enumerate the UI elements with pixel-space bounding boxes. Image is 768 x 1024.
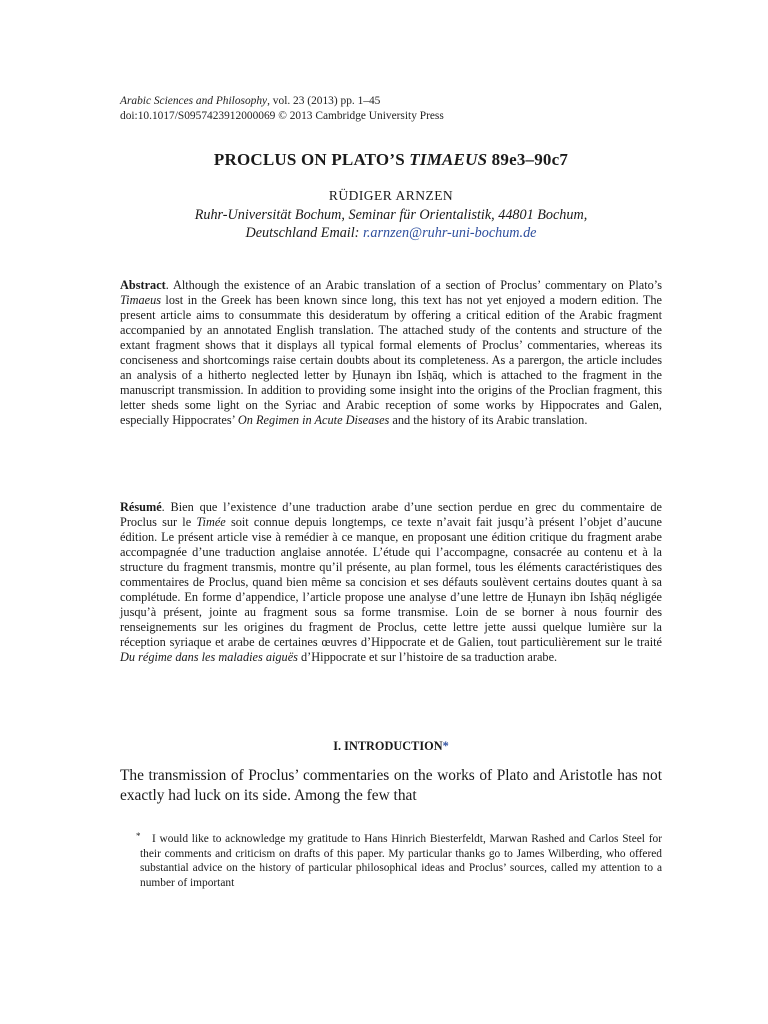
introduction-paragraph: The transmission of Proclus’ commentaries on the works of Plato and Aristotle has not exactly had luck on its side. Among the few that [120,767,662,804]
journal-name: Arabic Sciences and Philosophy [120,95,268,107]
footnote-text: I would like to acknowledge my gratitude to Hans Hinrich Biesterfeldt, Marwan Rashed and Carlos Steel for their comments and criticism on drafts of this paper. My particular thanks go to James Wilberding, who offered substantial advice on the history of particular philosophical ideas and Proclus’ sources, called my attention to a number of important [140,833,662,889]
affiliation-line-2 [120,224,662,242]
resume-text-2: soit connue depuis longtemps, ce texte n’avait fait jusqu’à présent l’objet d’aucune édition. Le présent article vise à remédier à ce manque, en proposant une édition critique du fragment arabe accompagnée d’une traduction anglaise annotée. L’étude qui l’accompagne, consacrée au contenu et à la structure du fragment transmis, montre qu’il présente, au plan formel, tous les éléments caractéristiques des commentaires de Proclus, quand bien même sa concision et ses défauts soulèvent certains doutes quant à sa complétude. En forme d’appendice, l’article propose une analyse d’une lettre de Ḥunayn ibn Isḥāq négligée jusqu’à présent, jointe au fragment sous sa forme transmise. Loin de se borner à nous fournir des renseignements sur les origines du fragment de Proclus, cette lettre jette aussi quelque lumière sur la réception syriaque et arabe de certaines œuvres d’Hippocrate et de Galien, tout particulièrement sur le traité [120,515,662,649]
abstract-label: Abstract [120,278,166,292]
title-part-1: PROCLUS ON PLATO’S [213,150,410,169]
footnote-reference-link[interactable]: * [442,739,449,753]
resume-italic-1: Timée [196,515,226,529]
affiliation-line-1: Ruhr-Universität Bochum, Seminar für Orientalistik, 44801 Bochum, [194,207,588,223]
journal-citation-line [120,94,444,109]
resume-italic-2: Du régime dans les maladies aiguës [120,650,298,664]
paper-title [120,150,662,170]
journal-header [120,94,444,123]
section-heading-introduction [120,739,662,754]
title-part-2: 89e3–90c7 [487,150,569,169]
title-italic: TIMAEUS [409,150,488,169]
author-email-link[interactable]: r.arnzen@ruhr-uni-bochum.de [362,225,537,241]
section-heading-text: I. INTRODUCTION [333,739,443,753]
abstract-italic-1: Timaeus [120,293,161,307]
abstract-text-3: and the history of its Arabic translation. [389,413,588,427]
abstract-text-1: . Although the existence of an Arabic translation of a section of Proclus’ commentary on Plato’s [165,278,662,292]
abstract-text-2: lost in the Greek has been known since long, this text has not yet enjoyed a modern edition. The present article aims to consummate this desideratum by offering a critical edition of the Arabic fragment accompanied by an annotated English translation. The attached study of the contents and structure of the extant fragment shows that it displays all typical formal elements of Proclus’ commentaries, whereas its conciseness and shortcomings raise certain doubts about its completeness. As a parergon, the article includes an analysis of a hitherto neglected letter by Ḥunayn ibn Isḥāq, which is attached to the fragment in the manuscript transmission. In addition to providing some insight into the origins of the Proclian fragment, this letter sheds some light on the Syriac and Arabic reception of some works by Hippocrates and Galen, especially Hippocrates’ [120,293,662,427]
author-affiliation [120,206,662,242]
footnote [136,831,662,890]
journal-doi-line: doi:10.1017/S0957423912000069 © 2013 Cambridge University Press [120,109,444,122]
resume-text-1: . Bien que l’existence d’une traduction arabe d’une section perdue en grec du commentaire de Proclus sur le [120,500,662,529]
resume-paragraph [120,500,662,665]
resume-label: Résumé [120,500,162,514]
abstract-paragraph [120,278,662,428]
footnote-marker: * [136,831,141,841]
abstract-italic-2: On Regimen in Acute Diseases [237,413,390,427]
author-name: RÜDIGER ARNZEN [328,188,454,203]
affiliation-country: Deutschland Email: [245,225,363,241]
journal-volume-pages: , vol. 23 (2013) pp. 1–45 [267,95,381,107]
resume-text-3: d’Hippocrate et sur l’histoire de sa traduction arabe. [297,650,558,664]
